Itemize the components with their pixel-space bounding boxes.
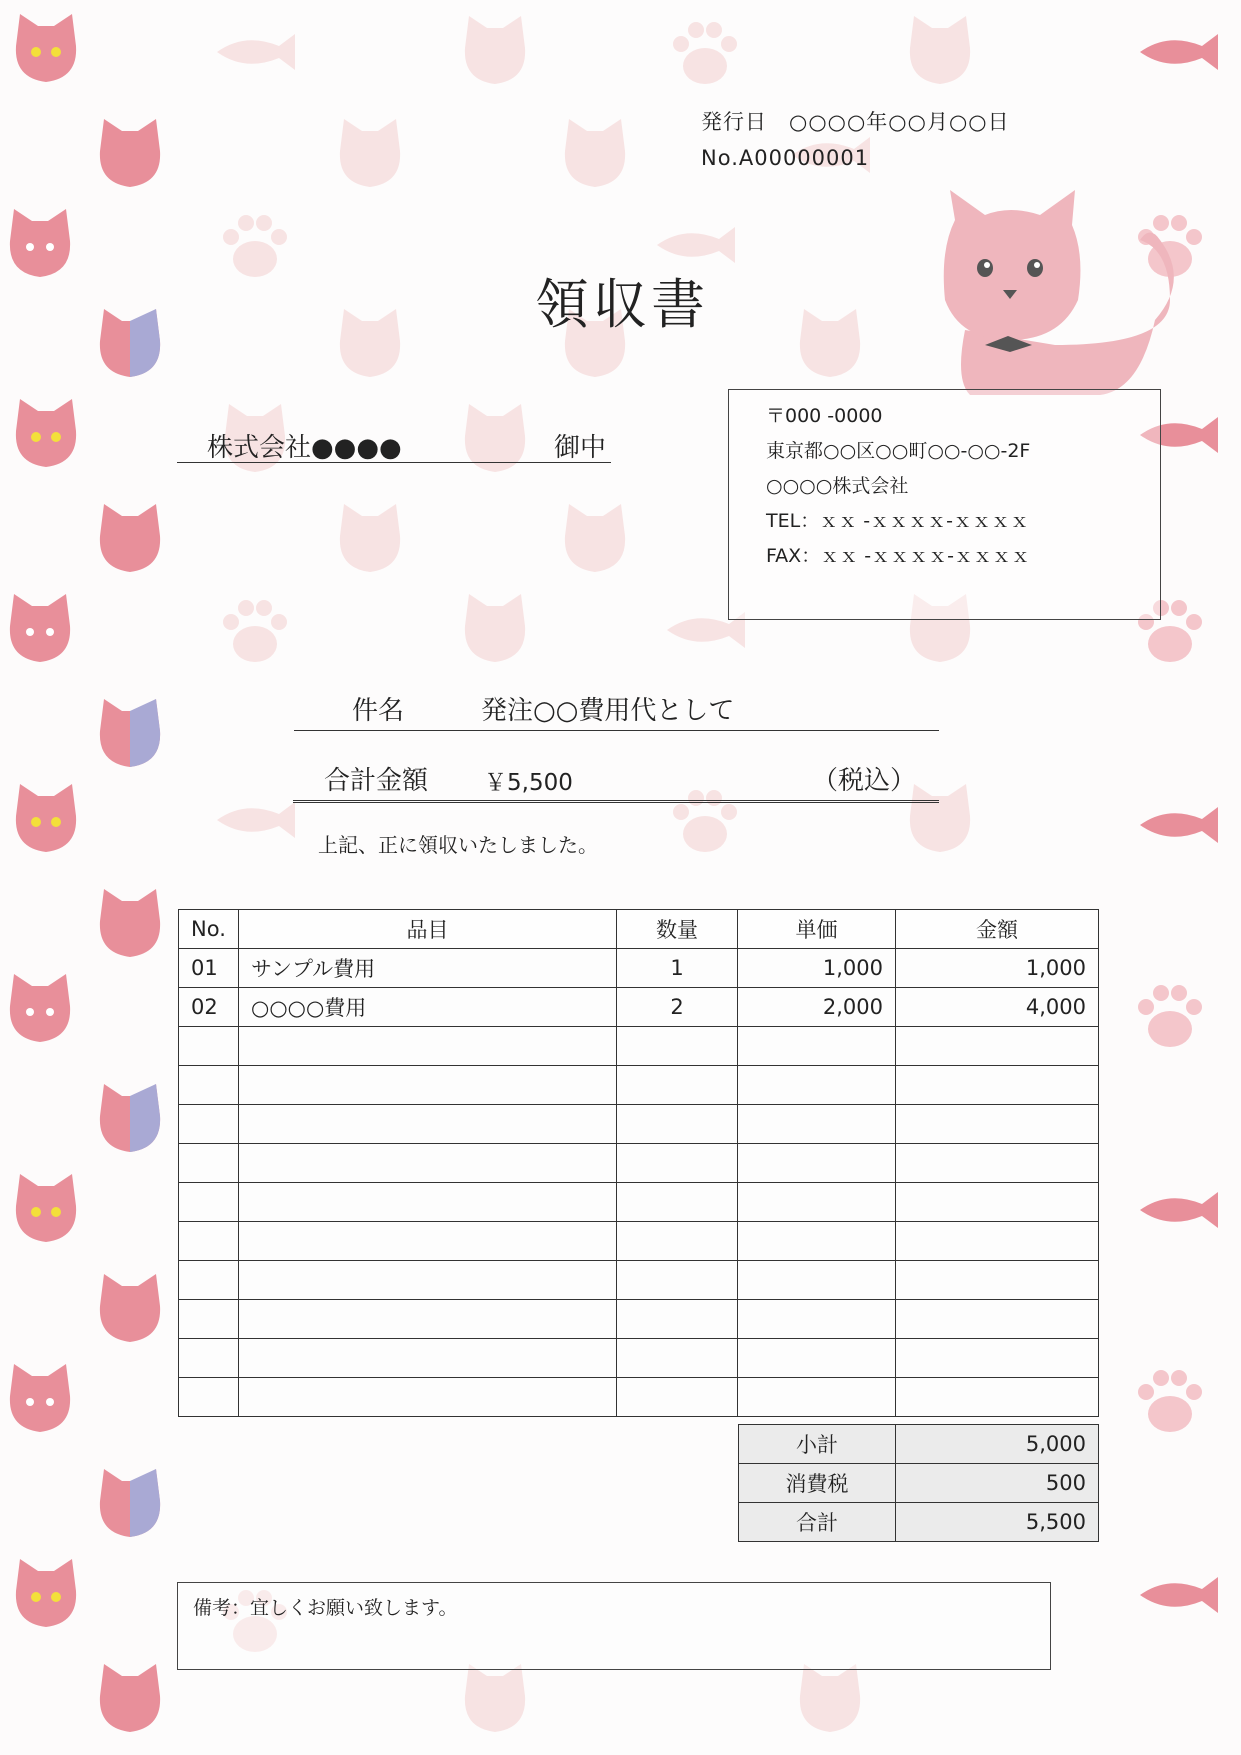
cat-face-icon xyxy=(100,504,160,572)
header-qty: 数量 xyxy=(617,910,738,949)
row-qty: 1 xyxy=(617,949,738,988)
grand-total-row xyxy=(739,1503,1099,1542)
subject-value: 発注○○費用代として xyxy=(481,696,735,726)
fish-icon xyxy=(1140,34,1218,70)
subtotal-row xyxy=(739,1425,1099,1464)
empty-table-row xyxy=(179,1144,1099,1183)
header-item: 品目 xyxy=(239,910,617,949)
row-no: 01 xyxy=(179,949,239,988)
row-amount: 1,000 xyxy=(896,949,1099,988)
empty-table-row xyxy=(179,1027,1099,1066)
row-unit-price: 2,000 xyxy=(738,988,896,1027)
table-header-row xyxy=(179,910,1099,949)
empty-table-row xyxy=(179,1261,1099,1300)
row-qty: 2 xyxy=(617,988,738,1027)
empty-table-row xyxy=(179,1300,1099,1339)
recipient-name: 株式会社●●●● xyxy=(207,433,402,463)
tax-row xyxy=(739,1464,1099,1503)
remarks-box xyxy=(177,1582,1051,1670)
receipt-statement: 上記、正に領収いたしました。 xyxy=(318,833,598,857)
empty-table-row xyxy=(179,1222,1099,1261)
issuer-address: 東京都○○区○○町○○-○○-2F xyxy=(766,440,1031,462)
summary-table xyxy=(738,1424,1099,1542)
grand-total-label: 合計 xyxy=(739,1503,896,1542)
cat-face-icon xyxy=(100,119,160,187)
row-item: ○○○○費用 xyxy=(239,988,617,1027)
header-no: No. xyxy=(179,910,239,949)
empty-table-row xyxy=(179,1339,1099,1378)
cat-face-icon xyxy=(16,399,76,467)
cat-face-icon xyxy=(16,784,76,852)
header-unit-price: 単価 xyxy=(738,910,896,949)
cat-face-icon xyxy=(16,1559,76,1627)
cat-face-icon xyxy=(10,594,70,662)
sitting-cat-illustration xyxy=(944,190,1174,395)
issuer-company: ○○○○株式会社 xyxy=(766,475,909,497)
tax-value: 500 xyxy=(896,1464,1099,1503)
cat-face-icon xyxy=(10,209,70,277)
subtotal-value: 5,000 xyxy=(896,1425,1099,1464)
issuer-tel: TEL：ｘｘ -ｘｘｘｘ-ｘｘｘｘ xyxy=(766,510,1029,532)
cat-face-icon xyxy=(100,1664,160,1732)
total-amount-line xyxy=(293,758,939,803)
recipient-honorific: 御中 xyxy=(554,433,607,463)
document-title: 領収書 xyxy=(535,273,709,336)
subtotal-label: 小計 xyxy=(739,1425,896,1464)
issue-date-line xyxy=(701,106,1010,136)
cat-face-icon xyxy=(100,1274,160,1342)
paw-icon xyxy=(1138,985,1202,1047)
items-table xyxy=(178,909,1099,1417)
empty-table-row xyxy=(179,1183,1099,1222)
empty-table-row xyxy=(179,1378,1099,1417)
grand-total-value: 5,500 xyxy=(896,1503,1099,1542)
issuer-fax: FAX：ｘｘ -ｘｘｘｘ-ｘｘｘｘ xyxy=(766,545,1030,567)
issuer-postal-code: 〒000 -0000 xyxy=(766,405,883,427)
cat-face-icon xyxy=(100,699,160,767)
cat-face-icon xyxy=(100,309,160,377)
fish-icon xyxy=(1140,1577,1218,1613)
empty-table-row xyxy=(179,1066,1099,1105)
total-amount-value: ￥5,500 xyxy=(484,770,573,796)
issue-date-value: ○○○○年○○月○○日 xyxy=(789,110,1010,134)
cat-face-icon xyxy=(100,1084,160,1152)
paw-icon xyxy=(1138,1370,1202,1432)
row-amount: 4,000 xyxy=(896,988,1099,1027)
table-row xyxy=(179,988,1099,1027)
cat-face-icon xyxy=(16,14,76,82)
tax-inclusive-note: （税込） xyxy=(812,766,917,796)
row-no: 02 xyxy=(179,988,239,1027)
issuer-address-box xyxy=(728,389,1161,620)
recipient-line xyxy=(177,427,611,463)
remarks-text: 備考：宜しくお願い致します。 xyxy=(193,1597,458,1619)
empty-table-row xyxy=(179,1105,1099,1144)
cat-face-icon xyxy=(10,1364,70,1432)
tax-label: 消費税 xyxy=(739,1464,896,1503)
header-amount: 金額 xyxy=(896,910,1099,949)
table-row xyxy=(179,949,1099,988)
subject-line xyxy=(294,688,939,731)
row-unit-price: 1,000 xyxy=(738,949,896,988)
subject-label: 件名 xyxy=(352,696,405,726)
cat-face-icon xyxy=(100,1469,160,1537)
fish-icon xyxy=(1140,1192,1218,1228)
cat-face-icon xyxy=(10,974,70,1042)
row-item: サンプル費用 xyxy=(239,949,617,988)
cat-face-icon xyxy=(16,1174,76,1242)
cat-face-icon xyxy=(100,889,160,957)
issue-date-label: 発行日 xyxy=(701,110,767,134)
total-amount-label: 合計金額 xyxy=(324,766,429,796)
receipt-number: No.A00000001 xyxy=(701,146,870,170)
fish-icon xyxy=(1140,807,1218,843)
